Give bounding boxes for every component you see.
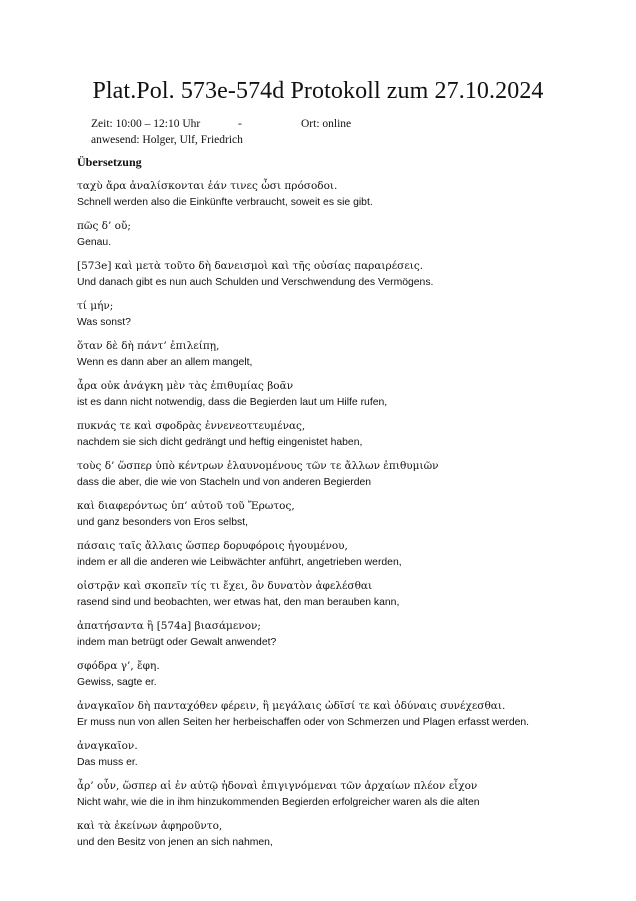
translation-pair bbox=[77, 818, 597, 851]
translation-pair bbox=[77, 418, 597, 451]
translation-pair bbox=[77, 258, 597, 291]
greek-line: τί μήν; bbox=[77, 300, 114, 312]
translation-pair bbox=[77, 738, 597, 771]
greek-line: ἀπατήσαντα ἢ [574a] βιασάμενον; bbox=[77, 620, 261, 632]
translation-pair bbox=[77, 578, 597, 611]
german-line: und ganz besonders von Eros selbst, bbox=[77, 517, 248, 528]
german-line: Schnell werden also die Einkünfte verbraucht, soweit es sie gibt. bbox=[77, 197, 373, 208]
greek-line: τοὺς δ’ ὥσπερ ὑπὸ κέντρων ἐλαυνομένους τῶν τε ἄλλων ἐπιθυμιῶν bbox=[77, 460, 439, 472]
translation-pair bbox=[77, 218, 597, 251]
page-title: Plat.Pol. 573e-574d Protokoll zum 27.10.2024 bbox=[92, 78, 544, 104]
translation-pair bbox=[77, 378, 597, 411]
translation-pair bbox=[77, 298, 597, 331]
translation-pair bbox=[77, 658, 597, 691]
greek-line: καὶ διαφερόντως ὑπ’ αὐτοῦ τοῦ Ἔρωτος, bbox=[77, 500, 295, 512]
german-line: rasend sind und beobachten, wer etwas hat, den man berauben kann, bbox=[77, 597, 400, 608]
translation-pair bbox=[77, 178, 597, 211]
translation-pair bbox=[77, 698, 597, 731]
german-line: indem er all die anderen wie Leibwächter anführt, angetrieben werden, bbox=[77, 557, 402, 568]
translation-pair bbox=[77, 778, 597, 811]
greek-line: ὅταν δὲ δὴ πάντ’ ἐπιλείπῃ, bbox=[77, 340, 220, 352]
section-heading: Übersetzung bbox=[77, 155, 142, 169]
meeting-dash: - bbox=[238, 118, 242, 130]
greek-line: πυκνάς τε καὶ σφοδρὰς ἐννενεοττευμένας, bbox=[77, 420, 306, 432]
greek-line: σφόδρα γ’, ἔφη. bbox=[77, 660, 160, 672]
greek-line: πάσαις ταῖς ἄλλαις ὥσπερ δορυφόροις ἡγουμένου, bbox=[77, 540, 348, 552]
translation-pair bbox=[77, 498, 597, 531]
translation-pair bbox=[77, 618, 597, 651]
german-line: ist es dann nicht notwendig, dass die Begierden laut um Hilfe rufen, bbox=[77, 397, 388, 408]
attendees: anwesend: Holger, Ulf, Friedrich bbox=[91, 134, 243, 146]
translation-pair bbox=[77, 538, 597, 571]
greek-line: ἆρ’ οὖν, ὥσπερ αἱ ἐν αὐτῷ ἡδοναὶ ἐπιγιγνόμεναι τῶν ἀρχαίων πλέον εἶχον bbox=[77, 780, 478, 792]
meeting-time: Zeit: 10:00 – 12:10 Uhr bbox=[91, 118, 201, 130]
greek-line: ἀναγκαῖον δὴ πανταχόθεν φέρειν, ἢ μεγάλαις ὠδῖσί τε καὶ ὀδύναις συνέχεσθαι. bbox=[77, 700, 506, 712]
greek-line: πῶς δ’ οὔ; bbox=[77, 220, 131, 232]
german-line: Nicht wahr, wie die in ihm hinzukommenden Begierden erfolgreicher waren als die alten bbox=[77, 797, 480, 808]
german-line: Das muss er. bbox=[77, 757, 138, 768]
greek-line: ἀναγκαῖον. bbox=[77, 740, 138, 752]
meeting-info bbox=[91, 116, 352, 148]
translation-list bbox=[77, 178, 597, 858]
german-line: indem man betrügt oder Gewalt anwendet? bbox=[77, 637, 277, 648]
german-line: Genau. bbox=[77, 237, 112, 248]
german-line: Und danach gibt es nun auch Schulden und Verschwendung des Vermögens. bbox=[77, 277, 434, 288]
german-line: und den Besitz von jenen an sich nahmen, bbox=[77, 837, 273, 848]
german-line: Er muss nun von allen Seiten her herbeischaffen oder von Schmerzen und Plagen erfasst werden. bbox=[77, 717, 530, 728]
german-line: Was sonst? bbox=[77, 317, 131, 328]
greek-line: ἆρα οὐκ ἀνάγκη μὲν τὰς ἐπιθυμίας βοᾶν bbox=[77, 380, 294, 392]
translation-pair bbox=[77, 338, 597, 371]
translation-pair bbox=[77, 458, 597, 491]
meeting-time-row bbox=[91, 116, 352, 132]
german-line: Gewiss, sagte er. bbox=[77, 677, 157, 688]
greek-line: [573e] καὶ μετὰ τοῦτο δὴ δανεισμοὶ καὶ τῆς οὐσίας παραιρέσεις. bbox=[77, 260, 424, 272]
greek-line: καὶ τὰ ἐκείνων ἀφηροῦντο, bbox=[77, 820, 223, 832]
german-line: Wenn es dann aber an allem mangelt, bbox=[77, 357, 253, 368]
german-line: dass die aber, die wie von Stacheln und von anderen Begierden bbox=[77, 477, 372, 488]
greek-line: οἰστρᾷν καὶ σκοπεῖν τίς τι ἔχει, ὃν δυνατὸν ἀφελέσθαι bbox=[77, 580, 373, 592]
meeting-place: Ort: online bbox=[301, 118, 352, 130]
german-line: nachdem sie sich dicht gedrängt und heftig eingenistet haben, bbox=[77, 437, 363, 448]
greek-line: ταχὺ ἄρα ἀναλίσκονται ἐάν τινες ὦσι πρόσοδοι. bbox=[77, 180, 338, 192]
